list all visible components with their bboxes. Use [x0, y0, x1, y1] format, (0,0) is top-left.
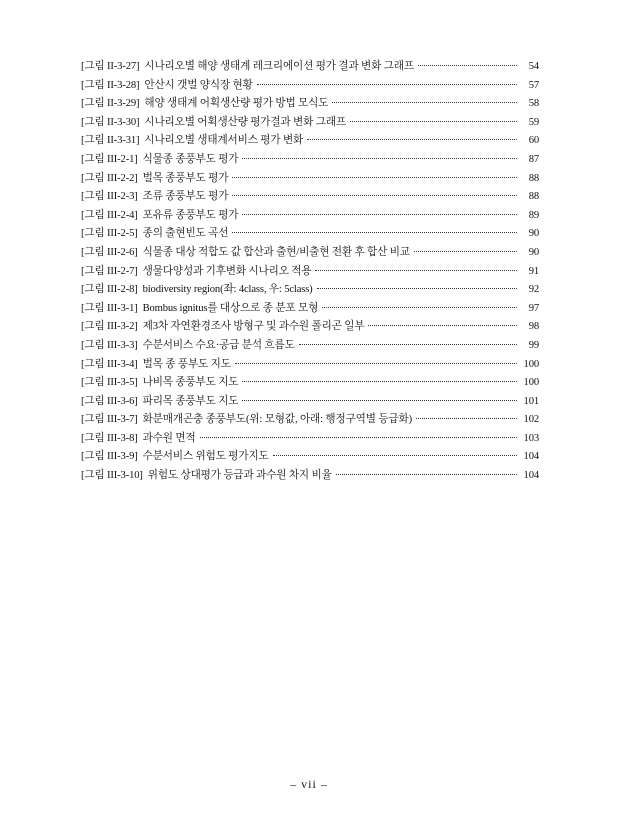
- figure-title: biodiversity region(좌: 4class, 우: 5class): [142, 284, 313, 296]
- toc-entry[interactable]: [81, 300, 539, 319]
- dot-leader: [416, 418, 517, 419]
- dot-leader: [232, 195, 517, 196]
- figure-title: 식물종 대상 적합도 값 합산과 출현/비출현 전환 후 합산 비교: [142, 246, 410, 258]
- figure-label: [그림 III-3-8]: [81, 432, 138, 444]
- figure-title: 시나리오별 어획생산량 평가결과 변화 그래프: [144, 116, 346, 128]
- toc-entry[interactable]: [81, 188, 539, 207]
- toc-entry[interactable]: [81, 356, 539, 375]
- figure-label: [그림 III-3-10]: [81, 470, 143, 482]
- figure-title: 벌목 종 풍부도 지도: [142, 358, 231, 370]
- toc-entry[interactable]: [81, 77, 539, 96]
- figure-page-number: 58: [528, 98, 539, 110]
- figure-page-number: 103: [523, 432, 539, 444]
- dot-leader: [414, 251, 517, 252]
- figure-label: [그림 III-3-1]: [81, 302, 138, 314]
- toc-entry[interactable]: [81, 170, 539, 189]
- dot-leader: [322, 307, 517, 308]
- figure-page-number: 100: [523, 358, 539, 370]
- dot-leader: [235, 363, 517, 364]
- dot-leader: [299, 344, 517, 345]
- figure-page-number: 89: [528, 209, 539, 221]
- figure-label: [그림 III-3-6]: [81, 395, 138, 407]
- figure-page-number: 102: [523, 414, 539, 426]
- figure-title: 수분서비스 수요·공급 분석 흐름도: [142, 339, 295, 351]
- dot-leader: [332, 102, 517, 103]
- figure-title: 제3차 자연환경조사 방형구 및 과수원 폴리곤 일부: [142, 321, 365, 333]
- toc-entry[interactable]: [81, 374, 539, 393]
- figure-label: [그림 II-3-27]: [81, 61, 140, 72]
- dot-leader: [200, 437, 517, 438]
- dot-leader: [242, 400, 517, 401]
- figure-title: 위험도 상대평가 등급과 과수원 차지 비율: [147, 470, 332, 482]
- dot-leader: [232, 177, 517, 178]
- toc-entry[interactable]: [81, 263, 539, 282]
- toc-entry[interactable]: [81, 281, 539, 300]
- dot-leader: [307, 139, 517, 140]
- figure-title: 포유류 종풍부도 평가: [142, 209, 239, 221]
- toc-entry[interactable]: [81, 411, 539, 430]
- toc-entry[interactable]: [81, 225, 539, 244]
- dot-leader: [242, 158, 517, 159]
- figure-label: [그림 III-3-4]: [81, 358, 138, 370]
- figure-page-number: 88: [528, 172, 539, 184]
- dot-leader: [315, 270, 517, 271]
- figure-title: 과수원 면적: [142, 432, 196, 444]
- figure-title: 시나리오별 해양 생태계 레크리에이션 평가 결과 변화 그래프: [144, 61, 414, 72]
- dot-leader: [257, 84, 517, 85]
- figure-title: Bombus ignitus를 대상으로 종 분포 모형: [142, 302, 319, 314]
- figure-label: [그림 III-3-5]: [81, 377, 138, 389]
- figure-label: [그림 III-2-7]: [81, 265, 138, 277]
- figure-page-number: 90: [528, 228, 539, 240]
- figure-page-number: 104: [523, 451, 539, 463]
- figure-label: [그림 II-3-28]: [81, 79, 140, 91]
- figure-page-number: 100: [523, 377, 539, 389]
- figure-title: 화분매개곤충 종풍부도(위: 모형값, 아래: 행정구역별 등급화): [142, 414, 412, 426]
- toc-entry[interactable]: [81, 132, 539, 151]
- toc-entry[interactable]: [81, 207, 539, 226]
- dot-leader: [336, 474, 517, 475]
- dot-leader: [232, 232, 517, 233]
- figure-label: [그림 III-3-7]: [81, 414, 138, 426]
- figure-title: 생물다양성과 기후변화 시나리오 적용: [142, 265, 312, 277]
- figure-label: [그림 III-2-6]: [81, 246, 138, 258]
- figure-page-number: 60: [528, 135, 539, 147]
- figure-label: [그림 III-2-1]: [81, 153, 138, 165]
- figure-page-number: 92: [528, 284, 539, 296]
- toc-entry[interactable]: [81, 151, 539, 170]
- toc-entry[interactable]: [81, 337, 539, 356]
- figure-label: [그림 III-3-2]: [81, 321, 138, 333]
- figure-label: [그림 III-2-3]: [81, 191, 138, 203]
- figure-title: 식물종 종풍부도 평가: [142, 153, 239, 165]
- figure-title: 조류 종풍부도 평가: [142, 191, 229, 203]
- figure-title: 나비목 종풍부도 지도: [142, 377, 239, 389]
- toc-entry[interactable]: [81, 58, 539, 77]
- figure-page-number: 91: [528, 265, 539, 277]
- dot-leader: [350, 121, 517, 122]
- figure-page-number: 101: [523, 395, 539, 407]
- toc-entry[interactable]: [81, 95, 539, 114]
- figure-page-number: 90: [528, 246, 539, 258]
- dot-leader: [273, 455, 517, 456]
- figure-label: [그림 III-2-5]: [81, 228, 138, 240]
- figure-title: 벌목 종풍부도 평가: [142, 172, 229, 184]
- dot-leader: [418, 65, 517, 66]
- figure-page-number: 59: [528, 116, 539, 128]
- figure-page-number: 54: [528, 61, 539, 72]
- figure-label: [그림 III-2-8]: [81, 284, 138, 296]
- dot-leader: [242, 381, 517, 382]
- page-number: – vii –: [290, 777, 328, 791]
- dot-leader: [317, 288, 517, 289]
- figure-label: [그림 III-2-2]: [81, 172, 138, 184]
- figure-label: [그림 II-3-31]: [81, 135, 140, 147]
- toc-entry[interactable]: [81, 318, 539, 337]
- figure-title: 해양 생태계 어획생산량 평가 방법 모식도: [144, 98, 329, 110]
- figure-title: 시나리오별 생태계서비스 평가 변화: [144, 135, 304, 147]
- figure-title: 안산시 갯벌 양식장 현황: [144, 79, 253, 91]
- figure-title: 종의 출현빈도 곡선: [142, 228, 229, 240]
- table-of-figures: [81, 58, 539, 486]
- toc-entry[interactable]: [81, 448, 539, 467]
- figure-label: [그림 II-3-29]: [81, 98, 140, 110]
- figure-page-number: 57: [528, 79, 539, 91]
- figure-page-number: 104: [523, 470, 539, 482]
- figure-label: [그림 III-3-3]: [81, 339, 138, 351]
- figure-title: 파리목 종풍부도 지도: [142, 395, 239, 407]
- figure-page-number: 87: [528, 153, 539, 165]
- toc-entry[interactable]: [81, 467, 539, 486]
- figure-page-number: 98: [528, 321, 539, 333]
- toc-entry[interactable]: [81, 244, 539, 263]
- toc-entry[interactable]: [81, 393, 539, 412]
- figure-label: [그림 III-3-9]: [81, 451, 138, 463]
- toc-entry[interactable]: [81, 430, 539, 449]
- dot-leader: [368, 325, 517, 326]
- toc-entry[interactable]: [81, 114, 539, 133]
- figure-label: [그림 III-2-4]: [81, 209, 138, 221]
- figure-label: [그림 II-3-30]: [81, 116, 140, 128]
- figure-page-number: 99: [528, 339, 539, 351]
- figure-page-number: 88: [528, 191, 539, 203]
- figure-page-number: 97: [528, 302, 539, 314]
- dot-leader: [242, 214, 517, 215]
- figure-title: 수분서비스 위험도 평가지도: [142, 451, 269, 463]
